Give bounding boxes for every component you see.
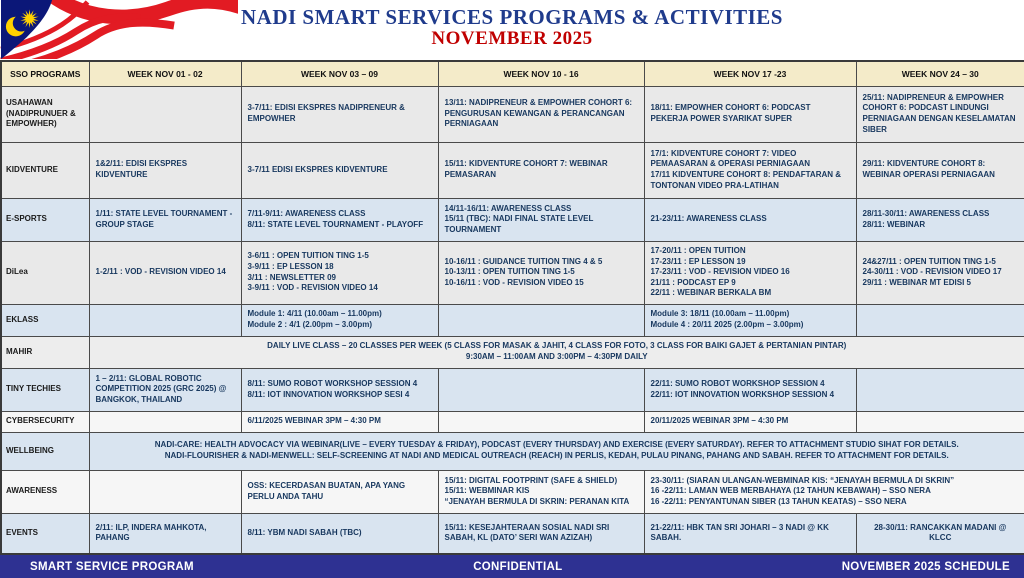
schedule-cell — [644, 198, 856, 241]
schedule-cell — [644, 142, 856, 198]
program-row — [1, 336, 1024, 368]
schedule-cell — [856, 368, 1024, 411]
schedule-entry: 24&27/11 : OPEN TUITION TING 1-5 — [862, 256, 996, 266]
footer-left: SMART SERVICE PROGRAM — [30, 560, 194, 573]
schedule-entry: 15/11: DIGITAL FOOTPRINT (SAFE & SHIELD) — [444, 475, 618, 485]
schedule-entry: 10-16/11 : VOD - REVISION VIDEO 15 — [444, 277, 584, 287]
program-row — [1, 142, 1024, 198]
program-label: EKLASS — [1, 304, 89, 336]
schedule-cell — [438, 198, 644, 241]
schedule-entry: 15/11: KESEJAHTERAAN SOSIAL NADI SRI SABAH, KL (DATO’ SERI WAN AZIZAH) — [444, 522, 610, 543]
program-label: USAHAWAN (NADIPRUNUER & EMPOWHER) — [1, 86, 89, 142]
schedule-cell — [241, 470, 438, 513]
schedule-entry: 25/11: NADIPRENEUR & EMPOWHER COHORT 6: PODCAST LINDUNGI PERNIAGAAN DENGAN KESELAMATAN SIBER — [862, 92, 1016, 134]
schedule-entry: 1 – 2/11: GLOBAL ROBOTIC COMPETITION 2025 (GRC 2025) @ BANGKOK, THAILAND — [95, 373, 227, 404]
schedule-cell — [438, 513, 644, 554]
schedule-entry: 3-7/11: EDISI EKSPRES NADIPRENEUR & EMPOWHER — [247, 103, 405, 123]
schedule-cell — [644, 513, 856, 554]
program-row — [1, 241, 1024, 304]
schedule-entry: 1-2/11 : VOD - REVISION VIDEO 14 — [95, 267, 226, 277]
schedule-entry: 3/11 : NEWSLETTER 09 — [247, 272, 336, 282]
program-row — [1, 368, 1024, 411]
schedule-cell — [241, 304, 438, 336]
schedule-table — [0, 60, 1024, 555]
schedule-entry: OSS: KECERDASAN BUATAN, APA YANG PERLU ANDA TAHU — [247, 480, 406, 501]
schedule-entry: 24-30/11 : VOD - REVISION VIDEO 17 — [862, 267, 1002, 277]
schedule-cell — [89, 336, 1024, 368]
schedule-cell — [644, 368, 856, 411]
schedule-cell — [89, 470, 241, 513]
schedule-cell — [89, 86, 241, 142]
schedule-entry: “JENAYAH BERMULA DI SKRIN: PERANAN KITA — [444, 496, 630, 506]
program-label: MAHIR — [1, 336, 89, 368]
schedule-entry: 17-23/11 : EP LESSON 19 — [650, 256, 746, 266]
schedule-entry: 21-22/11: HBK TAN SRI JOHARI – 3 NADI @ KK SABAH. — [650, 522, 829, 543]
schedule-cell — [241, 198, 438, 241]
schedule-entry: Module 4 : 20/11 2025 (2.00pm – 3.00pm) — [650, 320, 804, 329]
schedule-cell — [241, 142, 438, 198]
schedule-entry: 16 -22/11: PENYANTUNAN SIBER (13 TAHUN KEATAS) – SSO NERA — [650, 496, 907, 506]
schedule-cell — [89, 432, 1024, 470]
schedule-cell — [89, 241, 241, 304]
schedule-entry: 28/11: WEBINAR — [862, 219, 926, 229]
schedule-entry: 21-23/11: AWARENESS CLASS — [650, 214, 767, 224]
column-header-week: WEEK NOV 03 – 09 — [241, 61, 438, 86]
schedule-entry: Module 3: 18/11 (10.00am – 11.00pm) — [650, 309, 790, 319]
schedule-cell — [438, 411, 644, 432]
schedule-entry: 10-13/11 : OPEN TUITION TING 1-5 — [444, 267, 575, 277]
column-header-week: WEEK NOV 17 -23 — [644, 61, 856, 86]
schedule-entry: 8/11: SUMO ROBOT WORKSHOP SESSION 4 — [247, 378, 418, 388]
schedule-entry: 22/11: SUMO ROBOT WORKSHOP SESSION 4 — [650, 378, 825, 388]
program-label: CYBERSECURITY — [1, 411, 89, 432]
column-header-programs: SSO PROGRAMS — [1, 61, 89, 86]
schedule-cell — [644, 86, 856, 142]
masthead — [0, 0, 1024, 60]
schedule-cell — [438, 304, 644, 336]
schedule-cell — [644, 470, 1024, 513]
schedule-entry: 3-9/11 : VOD - REVISION VIDEO 14 — [247, 283, 378, 293]
schedule-cell — [438, 142, 644, 198]
program-label: WELLBEING — [1, 432, 89, 470]
footer-center: CONFIDENTIAL — [473, 560, 563, 573]
schedule-cell — [89, 513, 241, 554]
schedule-entry: 3-9/11 : EP LESSON 18 — [247, 261, 334, 271]
schedule-cell — [241, 86, 438, 142]
schedule-entry: 10-16/11 : GUIDANCE TUITION TING 4 & 5 — [444, 256, 603, 266]
program-row — [1, 198, 1024, 241]
footer-right: NOVEMBER 2025 SCHEDULE — [841, 560, 1010, 573]
program-row — [1, 432, 1024, 470]
schedule-entry: 8/11: YBM NADI SABAH (TBC) — [247, 527, 362, 537]
schedule-entry: 28-30/11: RANCAKKAN MADANI @ KLCC — [874, 522, 1007, 543]
footer-bar — [0, 555, 1024, 578]
column-header-week: WEEK NOV 24 – 30 — [856, 61, 1024, 86]
schedule-cell — [241, 411, 438, 432]
schedule-entry: 16 -22/11: LAMAN WEB MERBAHAYA (12 TAHUN KEBAWAH) – SSO NERA — [650, 486, 931, 496]
schedule-entry: 9:30AM – 11:00AM AND 3:00PM – 4:30PM DAILY — [465, 352, 648, 361]
schedule-cell — [856, 304, 1024, 336]
schedule-cell — [644, 241, 856, 304]
schedule-entry: 28/11-30/11: AWARENESS CLASS — [862, 208, 990, 218]
schedule-cell — [438, 368, 644, 411]
schedule-cell — [856, 411, 1024, 432]
schedule-cell — [89, 368, 241, 411]
schedule-entry: 3-7/11 EDISI EKSPRES KIDVENTURE — [247, 164, 388, 174]
schedule-entry: 3-6/11 : OPEN TUITION TING 1-5 — [247, 251, 369, 261]
schedule-entry: 21/11 : PODCAST EP 9 — [650, 277, 736, 287]
program-row — [1, 304, 1024, 336]
schedule-cell — [241, 241, 438, 304]
schedule-cell — [438, 86, 644, 142]
schedule-entry: 20/11/2025 WEBINAR 3PM – 4:30 PM — [650, 416, 789, 426]
schedule-entry: NADI-FLOURISHER & NADI-MENWELL: SELF-SCREENING AT NADI AND MEDICAL OUTREACH (REACH) IN PERLIS, KEDAH, PULAU PINANG, PAHANG AND SABAH. REFER TO ATTACHMENT FOR DETAILS. — [164, 451, 949, 460]
schedule-entry: 17/11 KIDVENTURE COHORT 8: PENDAFTARAN & TONTONAN VIDEO PRA-LATIHAN — [650, 170, 842, 190]
program-row — [1, 513, 1024, 554]
schedule-entry: 14/11-16/11: AWARENESS CLASS — [444, 203, 572, 213]
schedule-entry: 22/11 : WEBINAR BERKALA BM — [650, 288, 772, 298]
schedule-cell — [241, 513, 438, 554]
program-label: DiLea — [1, 241, 89, 304]
schedule-entry: 15/11: WEBMINAR KIS — [444, 486, 530, 496]
schedule-entry: 23-30/11: (SIARAN ULANGAN-WEBMINAR KIS: “JENAYAH BERMULA DI SKRIN” — [650, 475, 955, 485]
program-label: AWARENESS — [1, 470, 89, 513]
program-label: TINY TECHIES — [1, 368, 89, 411]
schedule-cell — [856, 513, 1024, 554]
program-label: EVENTS — [1, 513, 89, 554]
schedule-cell — [438, 241, 644, 304]
column-header-week: WEEK NOV 10 - 16 — [438, 61, 644, 86]
schedule-cell — [89, 304, 241, 336]
schedule-cell — [644, 304, 856, 336]
schedule-entry: 13/11: NADIPRENEUR & EMPOWHER COHORT 6: PENGURUSAN KEWANGAN & PERANCANGAN PERNIAGAAN — [444, 98, 633, 129]
schedule-entry: 29/11 : WEBINAR MT EDISI 5 — [862, 277, 971, 287]
schedule-entry: 2/11: ILP, INDERA MAHKOTA, PAHANG — [95, 522, 207, 543]
schedule-entry: 8/11: IOT INNOVATION WORKSHOP SESI 4 — [247, 389, 410, 399]
schedule-entry: 7/11-9/11: AWARENESS CLASS — [247, 208, 366, 218]
schedule-cell — [438, 470, 644, 513]
schedule-cell — [856, 198, 1024, 241]
schedule-entry: 17/1: KIDVENTURE COHORT 7: VIDEO PEMAASARAN & OPERASI PERNIAGAAN — [650, 148, 811, 169]
schedule-entry: 1/11: STATE LEVEL TOURNAMENT - GROUP STAGE — [95, 208, 233, 229]
schedule-entry: DAILY LIVE CLASS – 20 CLASSES PER WEEK (5 CLASS FOR MASAK & JAHIT, 4 CLASS FOR FOTO, 3 CLASS FOR BAIKI GAJET & PERTANIAN PINTAR) — [267, 341, 847, 351]
program-label: E-SPORTS — [1, 198, 89, 241]
schedule-cell — [89, 411, 241, 432]
schedule-entry: 17-23/11 : VOD - REVISION VIDEO 16 — [650, 267, 790, 277]
schedule-entry: 22/11: IOT INNOVATION WORKSHOP SESSION 4 — [650, 389, 835, 399]
column-header-week: WEEK NOV 01 - 02 — [89, 61, 241, 86]
program-row — [1, 470, 1024, 513]
schedule-entry: 6/11/2025 WEBINAR 3PM – 4:30 PM — [247, 416, 381, 426]
schedule-cell — [89, 142, 241, 198]
schedule-entry: 1&2/11: EDISI EKSPRES KIDVENTURE — [95, 159, 188, 179]
schedule-entry: Module 1: 4/11 (10.00am – 11.00pm) — [247, 309, 382, 319]
schedule-entry: 15/11: KIDVENTURE COHORT 7: WEBINAR PEMASARAN — [444, 159, 608, 179]
malaysia-flag-icon — [0, 0, 238, 59]
program-label: KIDVENTURE — [1, 142, 89, 198]
schedule-entry: 18/11: EMPOWHER COHORT 6: PODCAST PEKERJA POWER SYARIKAT SUPER — [650, 103, 811, 123]
program-row — [1, 411, 1024, 432]
page-subtitle: NOVEMBER 2025 — [431, 28, 593, 50]
schedule-cell — [856, 86, 1024, 142]
schedule-cell — [241, 368, 438, 411]
schedule-entry: 29/11: KIDVENTURE COHORT 8: WEBINAR OPERASI PERNIAGAAN — [862, 159, 995, 179]
schedule-entry: Module 2 : 4/1 (2.00pm – 3.00pm) — [247, 320, 372, 329]
schedule-entry: 15/11 (TBC): NADI FINAL STATE LEVEL TOURNAMENT — [444, 214, 594, 234]
schedule-entry: 17-20/11 : OPEN TUITION — [650, 246, 746, 256]
schedule-entry: 8/11: STATE LEVEL TOURNAMENT - PLAYOFF — [247, 219, 424, 229]
schedule-entry: NADI-CARE: HEALTH ADVOCACY VIA WEBINAR(LIVE – EVERY TUESDAY & FRIDAY), PODCAST (EVERY THURSDAY) AND EXERCISE (EVERY SATURDAY). REFER TO ATTACHMENT STUDIO SIHAT FOR DETAILS. — [154, 440, 959, 450]
schedule-cell — [856, 142, 1024, 198]
page-title: NADI SMART SERVICES PROGRAMS & ACTIVITIES — [241, 5, 783, 29]
schedule-cell — [89, 198, 241, 241]
schedule-cell — [644, 411, 856, 432]
program-row — [1, 86, 1024, 142]
schedule-cell — [856, 241, 1024, 304]
